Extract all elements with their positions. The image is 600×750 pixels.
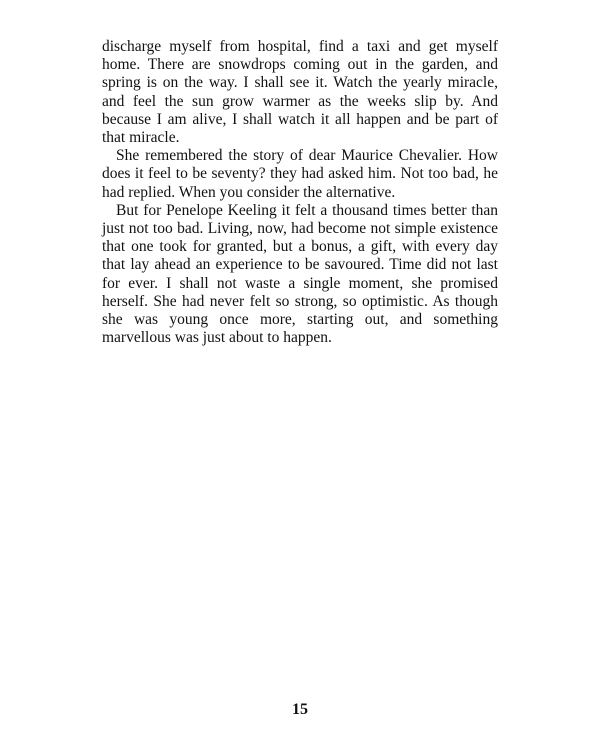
paragraph-3: But for Penelope Keeling it felt a thousand times better than just not too bad. Living, now, had become not simple existence that one took for granted, but a bonus, a gift, with every day that lay ahead an experience to be savoured. Time did not last for ever. I shall not waste a single moment, she promised herself. She had never felt so strong, so optimistic. As though she was young once more, starting out, and something marvellous was just about to happen. xyxy=(102,201,498,347)
paragraph-2: She remembered the story of dear Maurice Chevalier. How does it feel to be seventy? they had asked him. Not too bad, he had replied. When you consider the alternative. xyxy=(102,147,498,201)
body-text xyxy=(102,38,498,347)
page-number: 15 xyxy=(292,701,308,718)
paragraph-1: discharge myself from hospital, find a taxi and get myself home. There are snowdrops coming out in the garden, and spring is on the way. I shall see it. Watch the yearly miracle, and feel the sun grow warmer as the weeks slip by. And because I am alive, I shall watch it all happen and be part of that miracle. xyxy=(102,38,498,147)
